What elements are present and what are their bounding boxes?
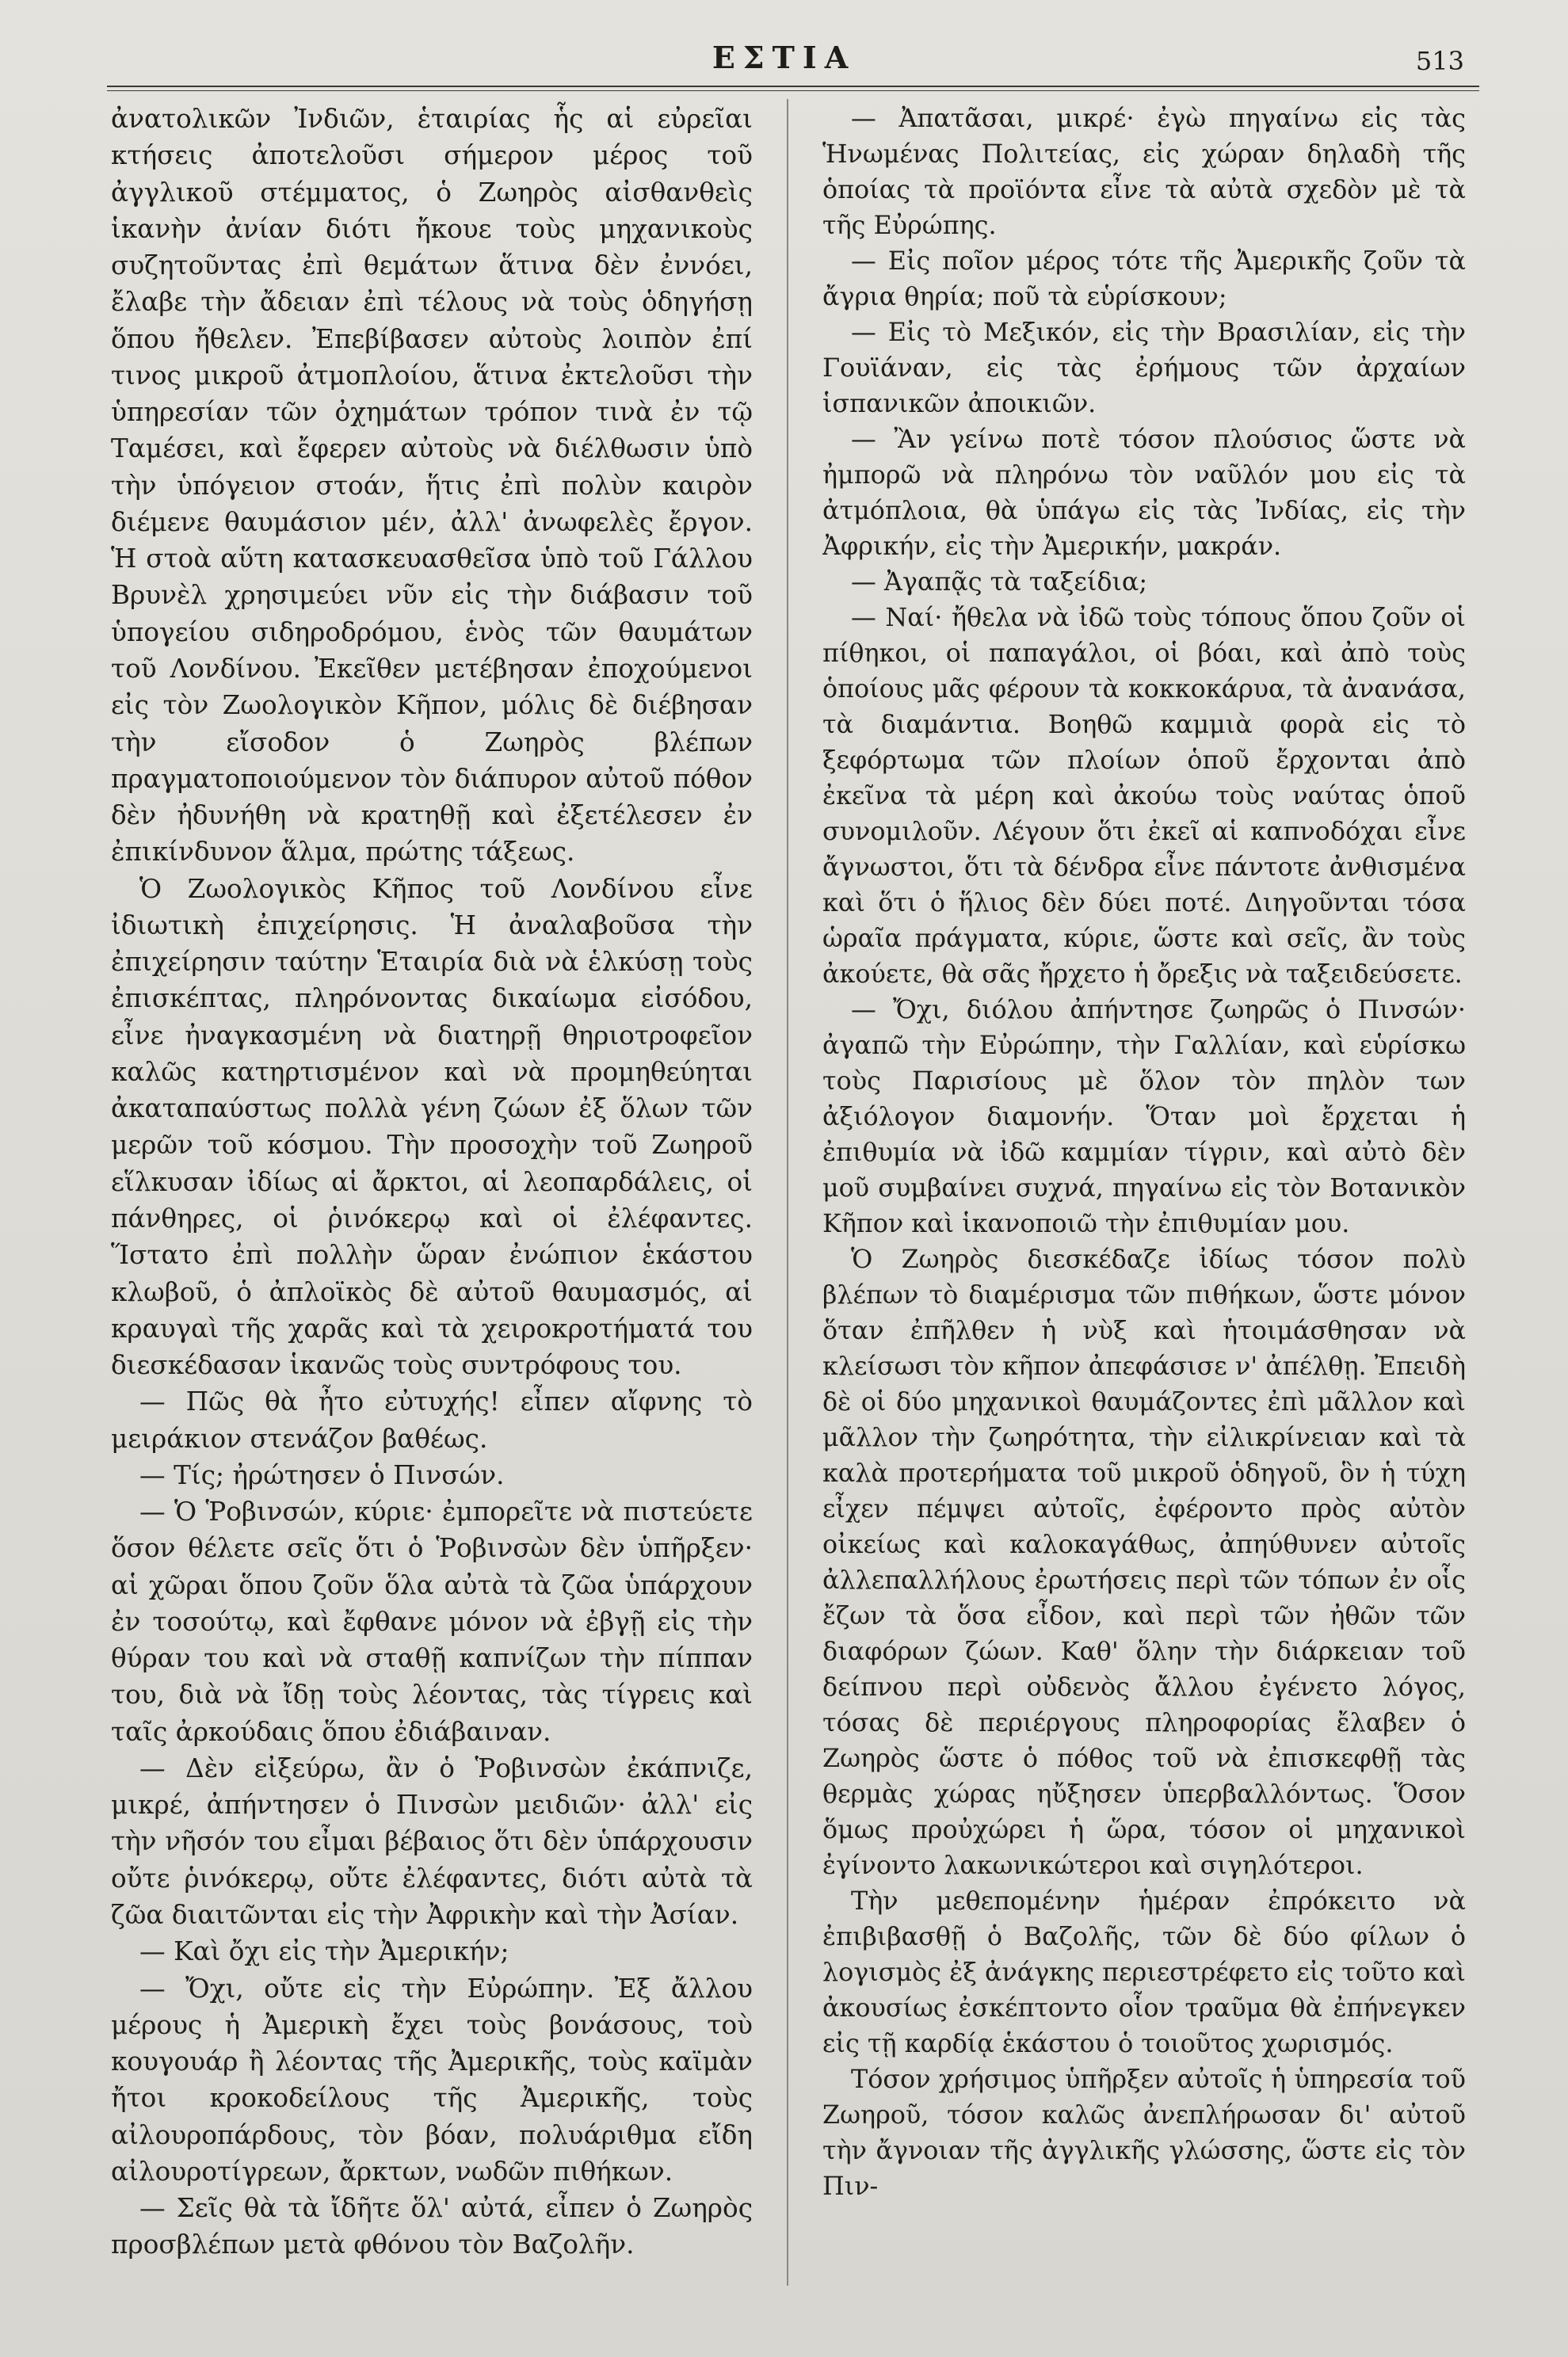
dialogue-line: — Εἰς ποῖον μέρος τότε τῆς Ἀμερικῆς ζοῦν τὰ ἄγρια θηρία; ποῦ τὰ εὑρίσκουν; xyxy=(822,246,1466,311)
paragraph: Τόσον χρήσιμος ὑπῆρξεν αὐτοῖς ἡ ὑπηρεσία τοῦ Ζωηροῦ, τόσον καλῶς ἀνεπλήρωσαν δι' αὐτοῦ τὴν ἄγνοιαν τῆς ἀγγλικῆς γλώσσης, ὥστε εἰς τὸν Πιν- xyxy=(822,2065,1466,2201)
header-rule xyxy=(107,86,1479,87)
paragraph: ἀνατολικῶν Ἰνδιῶν, ἑταιρίας ἧς αἱ εὐρεῖαι κτήσεις ἀποτελοῦσι σήμερον μέρος τοῦ ἀγγλικοῦ στέμματος, ὁ Ζωηρὸς αἰσθανθεὶς ἱκανὴν ἀνίαν διότι ἤκουε τοὺς μηχανικοὺς συζητοῦντας ἐπὶ θεμάτων ἅτινα δὲν ἐννόει, ἔλαβε τὴν ἄδειαν ἐπὶ τέλους νὰ τοὺς ὁδηγήσῃ ὅπου ἤθελεν. Ἐπεβίβασεν αὐτοὺς λοιπὸν ἐπί τινος μικροῦ ἀτμοπλοίου, ἅτινα ἐκτελοῦσι τὴν ὑπηρεσίαν τῶν ὀχημάτων τρόπον τινὰ ἐν τῷ Ταμέσει, καὶ ἔφερεν αὐτοὺς νὰ διέλθωσιν ὑπὸ τὴν ὑπόγειον στοάν, ἥτις ἐπὶ πολὺν καιρὸν διέμενε θαυμάσιον μέν, ἀλλ' ἀνωφελὲς ἔργον. Ἡ στοὰ αὕτη κατασκευασθεῖσα ὑπὸ τοῦ Γάλλου Βρυνὲλ χρησιμεύει νῦν εἰς τὴν διάβασιν τοῦ ὑπογείου σιδηροδρόμου, ἑνὸς τῶν θαυμάτων τοῦ Λονδίνου. Ἐκεῖθεν μετέβησαν ἐποχούμενοι εἰς τὸν Ζωολογικὸν Κῆπον, μόλις δὲ διέβησαν τὴν εἴσοδον ὁ Ζωηρὸς βλέπων πραγματοποιούμενον τὸν διάπυρον αὐτοῦ πόθον δὲν ἠδυνήθη νὰ κρατηθῇ καὶ ἐξετέλεσεν ἐν ἐπικίνδυνον ἅλμα, πρώτης τάξεως. xyxy=(111,104,753,868)
dialogue-line: — Δὲν εἰξεύρω, ἂν ὁ Ῥοβινσὼν ἐκάπνιζε, μικρέ, ἀπήντησεν ὁ Πινσὼν μειδιῶν· ἀλλ' εἰς τὴν νῆσόν του εἶμαι βέβαιος ὅτι δὲν ὑπάρχουσιν οὔτε ῥινόκερῳ, οὔτε ἐλέφαντες, διότι αὐτὰ τὰ ζῶα διαιτῶνται εἰς τὴν Ἀφρικὴν καὶ τὴν Ἀσίαν. xyxy=(111,1752,753,1931)
paragraph: Τὴν μεθεπομένην ἡμέραν ἐπρόκειτο νὰ ἐπιβιβασθῇ ὁ Βαζολῆς, τῶν δὲ δύο φίλων ὁ λογισμὸς ἐξ ἀνάγκης περιεστρέφετο εἰς τοῦτο καὶ ἀκουσίως ἐσκέπτοντο οἷον τραῦμα θὰ ἐπήνεγκεν εἰς τῇ καρδίᾳ ἑκάστου ὁ τοιοῦτος χωρισμός. xyxy=(822,1886,1466,2058)
dialogue-line: — Καὶ ὄχι εἰς τὴν Ἀμερικήν; xyxy=(139,1936,509,1967)
column-divider xyxy=(787,99,788,2286)
page-number: 513 xyxy=(1415,46,1464,76)
dialogue-line: — Εἰς τὸ Μεξικόν, εἰς τὴν Βρασιλίαν, εἰς τὴν Γουϊάναν, εἰς τὰς ἐρήμους τῶν ἀρχαίων ἱσπανικῶν ἀποικιῶν. xyxy=(822,318,1466,418)
dialogue-line: — Πῶς θὰ ἦτο εὐτυχής! εἶπεν αἴφνης τὸ μειράκιον στενάζον βαθέως. xyxy=(111,1386,753,1454)
left-column xyxy=(111,101,753,2311)
right-column xyxy=(822,101,1466,2311)
dialogue-line: — Σεῖς θὰ τὰ ἴδῆτε ὅλ' αὐτά, εἶπεν ὁ Ζωηρὸς προσβλέπων μετὰ φθόνου τὸν Βαζολῆν. xyxy=(111,2193,753,2260)
dialogue-line: — Ὁ Ῥοβινσών, κύριε· ἐμπορεῖτε νὰ πιστεύετε ὅσον θέλετε σεῖς ὅτι ὁ Ῥοβινσὼν δὲν ὑπῆρξεν· αἱ χῶραι ὅπου ζοῦν ὅλα αὐτὰ τὰ ζῶα ὑπάρχουν ἐν τοσούτῳ, καὶ ἔφθανε μόνον νὰ ἐβγῇ εἰς τὴν θύραν του καὶ νὰ σταθῇ καπνίζων τὴν πίππαν του, διὰ νὰ ἴδῃ τοὺς λέοντας, τὰς τίγρεις καὶ ταῖς ἀρκούδαις ὅπου ἐδιάβαιναν. xyxy=(111,1497,753,1747)
dialogue-line: — Ἀπατᾶσαι, μικρέ· ἐγὼ πηγαίνω εἰς τὰς Ἡνωμένας Πολιτείας, εἰς χώραν δηλαδὴ τῆς ὁποίας τὰ προϊόντα εἶνε τὰ αὐτὰ σχεδὸν μὲ τὰ τῆς Εὐρώπης. xyxy=(822,104,1466,240)
dialogue-line: — Ἂν γείνω ποτὲ τόσον πλούσιος ὥστε νὰ ἠμπορῶ νὰ πληρόνω τὸν ναῦλόν μου εἰς τὰ ἀτμόπλοια, θὰ ὑπάγω εἰς τὰς Ἰνδίας, εἰς τὴν Ἀφρικήν, εἰς τὴν Ἀμερικήν, μακράν. xyxy=(822,425,1466,561)
paragraph: Ὁ Ζωολογικὸς Κῆπος τοῦ Λονδίνου εἶνε ἰδιωτικὴ ἐπιχείρησις. Ἡ ἀναλαβοῦσα τὴν ἐπιχείρησιν ταύτην Ἑταιρία διὰ νὰ ἑλκύσῃ τοὺς ἐπισκέπτας, πληρόνοντας δικαίωμα εἰσόδου, εἶνε ἠναγκασμένη νὰ διατηρῇ θηριοτροφεῖον καλῶς κατηρτισμένον καὶ νὰ προμηθεύηται ἀκαταπαύστως πολλὰ γένη ζώων ἐξ ὅλων τῶν μερῶν τοῦ κόσμου. Τὴν προσοχὴν τοῦ Ζωηροῦ εἵλκυσαν ἰδίως αἱ ἄρκτοι, αἱ λεοπαρδάλεις, οἱ πάνθηρες, οἱ ῥινόκερῳ καὶ οἱ ἐλέφαντες. Ἵστατο ἐπὶ πολλὴν ὥραν ἐνώπιον ἑκάστου κλωβοῦ, ὁ ἀπλοϊκὸς δὲ αὐτοῦ θαυμασμός, αἱ κραυγαὶ τῆς χαρᾶς καὶ τὰ χειροκροτήματά του διεσκέδασαν ἱκανῶς τοὺς συντρόφους του. xyxy=(111,873,753,1381)
header-rule-thin xyxy=(107,90,1479,91)
dialogue-line: — Ὄχι, διόλου ἀπήντησε ζωηρῶς ὁ Πινσών· ἀγαπῶ τὴν Εὐρώπην, τὴν Γαλλίαν, καὶ εὑρίσκω τοὺς Παρισίους μὲ ὅλον τὸν πηλὸν των ἀξιόλογον διαμονήν. Ὅταν μοὶ ἔρχεται ἡ ἐπιθυμία νὰ ἰδῶ καμμίαν τίγριν, καὶ αὐτὸ δὲν μοῦ συμβαίνει συχνά, πηγαίνω εἰς τὸν Βοτανικὸν Κῆπον καὶ ἱκανοποιῶ τὴν ἐπιθυμίαν μου. xyxy=(822,995,1466,1238)
dialogue-line: — Ναί· ἤθελα νὰ ἰδῶ τοὺς τόπους ὅπου ζοῦν οἱ πίθηκοι, οἱ παπαγάλοι, οἱ βόαι, καὶ ἀπὸ τοὺς ὁποίους μᾶς φέρουν τὰ κοκκοκάρυα, τὰ ἀνανάσα, τὰ διαμάντια. Βοηθῶ καμμιὰ φορὰ εἰς τὸ ξεφόρτωμα τῶν πλοίων ὁποῦ ἔρχονται ἀπὸ ἐκεῖνα τὰ μέρη καὶ ἀκούω τοὺς ναύτας ὁποῦ συνομιλοῦν. Λέγουν ὅτι ἐκεῖ αἱ καπνοδόχαι εἶνε ἄγνωστοι, ὅτι τὰ δένδρα εἶνε πάντοτε ἀνθισμένα καὶ ὅτι ὁ ἥλιος δὲν δύει ποτέ. Διηγοῦνται τόσα ὡραῖα πράγματα, κύριε, ὥστε καὶ σεῖς, ἂν τοὺς ἀκούετε, θὰ σᾶς ἤρχετο ἡ ὄρεξις νὰ ταξειδεύσετε. xyxy=(822,603,1466,989)
dialogue-line: — Τίς; ἠρώτησεν ὁ Πινσών. xyxy=(139,1459,505,1490)
dialogue-line: — Ὄχι, οὔτε εἰς τὴν Εὐρώπην. Ἐξ ἄλλου μέρους ἡ Ἀμερικὴ ἔχει τοὺς βονάσους, τοὺ κουγουάρ ἢ λέοντας τῆς Ἀμερικῆς, τοὺς καϊμὰν ἤτοι κροκοδείλους τῆς Ἀμερικῆς, τοὺς αἰλουροπάρδους, τὸν βόαν, πολυάριθμα εἴδη αἰλουροτίγρεων, ἄρκτων, νωδῶν πιθήκων. xyxy=(111,1973,753,2187)
running-head-title: ΕΣΤΙΑ xyxy=(712,40,856,75)
paragraph: Ὁ Ζωηρὸς διεσκέδαζε ἰδίως τόσον πολὺ βλέπων τὸ διαμέρισμα τῶν πιθήκων, ὥστε μόνον ὅταν ἐπῆλθεν ἡ νὺξ καὶ ἡτοιμάσθησαν νὰ κλείσωσι τὸν κῆπον ἀπεφάσισε ν' ἀπέλθῃ. Ἐπειδὴ δὲ οἱ δύο μηχανικοὶ θαυμάζοντες ἐπὶ μᾶλλον καὶ μᾶλλον τὴν ζωηρότητα, τὴν εἰλικρίνειαν καὶ τὰ καλὰ προτερήματα τοῦ μικροῦ ὁδηγοῦ, ὃν ἡ τύχη εἶχεν πέμψει αὐτοῖς, ἐφέροντο πρὸς αὐτὸν οἰκείως καὶ καλοκαγάθως, ἀπηύθυνεν αὐτοῖς ἀλλεπαλλήλους ἐρωτήσεις περὶ τῶν τόπων ἐν οἷς ἔζων τὰ ὅσα εἶδον, καὶ περὶ τῶν ἠθῶν τῶν διαφόρων ζώων. Καθ' ὅλην τὴν διάρκειαν τοῦ δείπνου περὶ οὐδενὸς ἄλλου ἐγένετο λόγος, τόσας δὲ περιέργους πληροφορίας ἔλαβεν ὁ Ζωηρὸς ὥστε ὁ πόθος τοῦ νὰ ἐπισκεφθῇ τὰς θερμὰς χώρας ηὔξησεν ὑπερβαλλόντως. Ὅσον ὅμως προὐχώρει ἡ ὥρα, τόσον οἱ μηχανικοὶ ἐγίνοντο λακωνικώτεροι καὶ σιγηλότεροι. xyxy=(822,1245,1466,1880)
dialogue-line: — Ἀγαπᾷς τὰ ταξείδια; xyxy=(851,567,1148,597)
